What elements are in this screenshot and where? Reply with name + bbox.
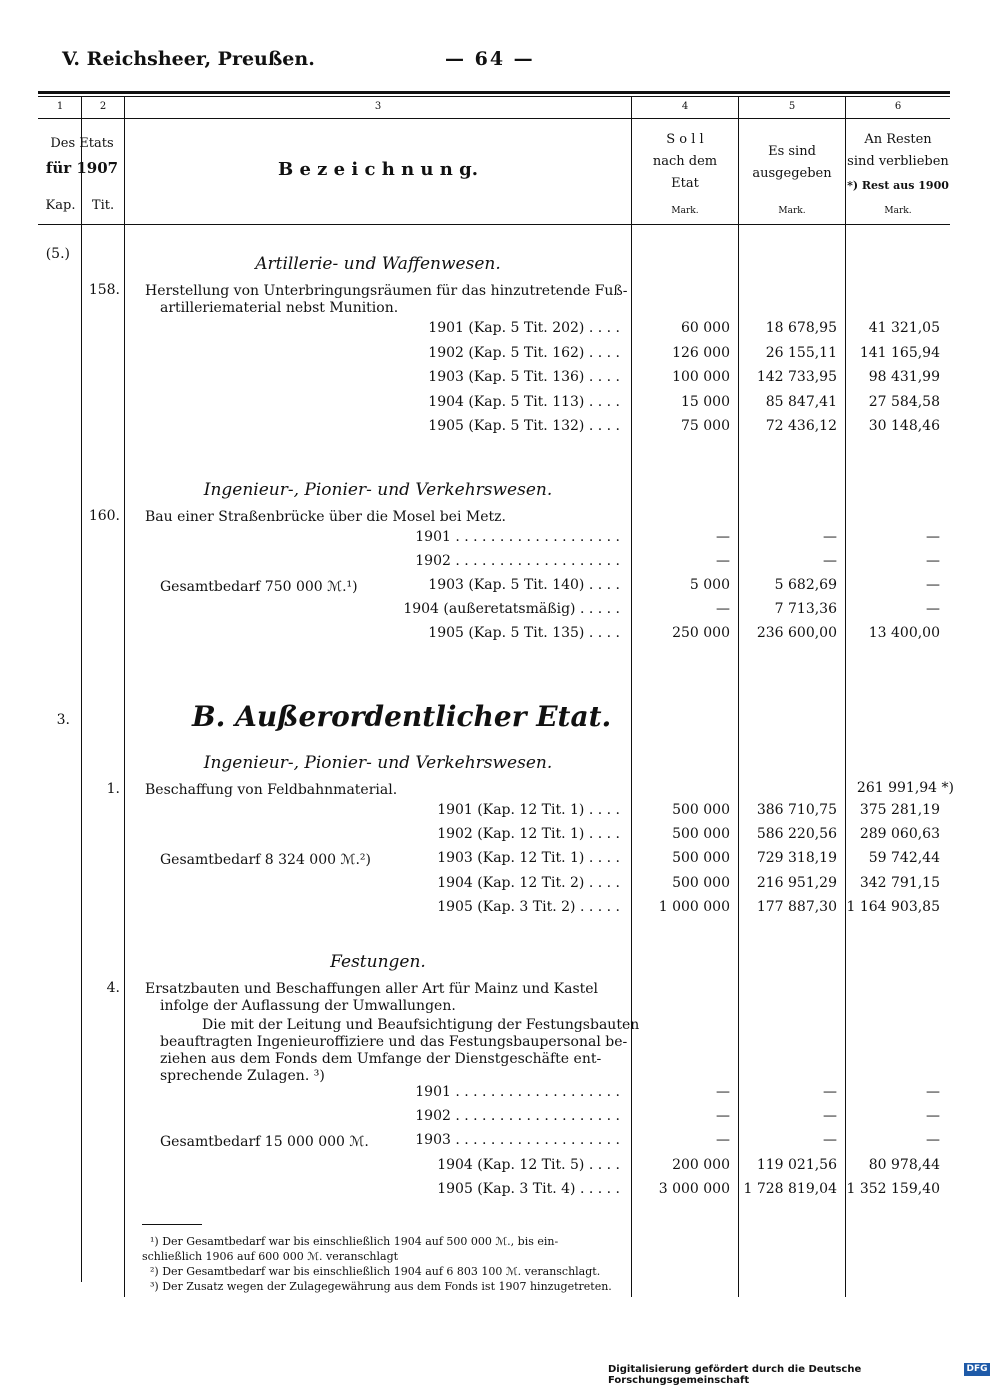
soll-value: —	[716, 1084, 730, 1100]
rest-value: —	[926, 529, 940, 545]
soll-value: 100 000	[672, 369, 730, 385]
soll-value: 75 000	[681, 418, 730, 434]
page-number: — 64 —	[445, 48, 535, 70]
year-label: 1903 (Kap. 5 Tit. 136) . . . .	[428, 369, 620, 385]
soll-value: 15 000	[681, 394, 730, 410]
section-heading: Festungen.	[330, 952, 426, 972]
soll-value: 500 000	[672, 850, 730, 866]
year-label: 1901 (Kap. 5 Tit. 202) . . . .	[428, 320, 620, 336]
tit-number: 1.	[106, 781, 120, 797]
year-label: 1901 . . . . . . . . . . . . . . . . . . .	[415, 529, 620, 545]
unit-mark-5: Mark.	[778, 206, 806, 216]
rest-value: —	[926, 601, 940, 617]
ausgegeben-value: 729 318,19	[756, 850, 837, 866]
ausgegeben-value: 18 678,95	[765, 320, 837, 336]
ausgegeben-value: 216 951,29	[756, 875, 837, 891]
year-label: 1904 (Kap. 12 Tit. 2) . . . .	[437, 875, 620, 891]
year-label: 1902 . . . . . . . . . . . . . . . . . . .	[415, 553, 620, 569]
ausgegeben-value: 5 682,69	[774, 577, 837, 593]
ausgegeben-value: 119 021,56	[756, 1157, 837, 1173]
item-description: sprechende Zulagen. ³)	[160, 1068, 325, 1084]
rest-value: —	[926, 1132, 940, 1148]
soll-value: —	[716, 601, 730, 617]
table-top-rule-thin	[38, 96, 950, 97]
year-label: 1902 . . . . . . . . . . . . . . . . . . .	[415, 1108, 620, 1124]
ausgegeben-value: 72 436,12	[765, 418, 837, 434]
footnote-rule	[142, 1224, 202, 1225]
soll-value: 1 000 000	[658, 899, 730, 915]
ausgegeben-value: —	[823, 553, 837, 569]
year-label: 1904 (außeretatsmäßig) . . . . .	[403, 601, 620, 617]
etat-group-line1: Des Etats	[50, 136, 114, 151]
footnote: ¹) Der Gesamtbedarf war bis einschließlich 1904 auf 500 000 ℳ., bis ein-	[150, 1235, 559, 1248]
soll-value: 250 000	[672, 625, 730, 641]
etat-group-line2: für 1907	[45, 159, 119, 177]
rest-value: —	[926, 577, 940, 593]
running-title: V. Reichsheer, Preußen.	[62, 48, 315, 70]
soll-value: —	[716, 553, 730, 569]
tit-number: 160.	[88, 508, 120, 524]
footnote: ²) Der Gesamtbedarf war bis einschließlich 1904 auf 6 803 100 ℳ. veranschlagt.	[150, 1265, 601, 1278]
ausgegeben-value: 26 155,11	[765, 345, 837, 361]
soll-value: 200 000	[672, 1157, 730, 1173]
part-heading: B. Außerordentlicher Etat.	[192, 700, 612, 733]
soll-value: 126 000	[672, 345, 730, 361]
colnum-3: 3	[374, 101, 382, 112]
digitization-credit: Digitalisierung gefördert durch die Deutsche Forschungsgemeinschaft	[608, 1364, 862, 1386]
ausgegeben-value: —	[823, 1108, 837, 1124]
unit-mark-4: Mark.	[671, 206, 699, 216]
ausgegeben-value: 1 728 819,04	[743, 1181, 837, 1197]
soll-value: 60 000	[681, 320, 730, 336]
year-label: 1905 (Kap. 5 Tit. 132) . . . .	[428, 418, 620, 434]
col-divider-2	[124, 97, 125, 1297]
year-label: 1903 . . . . . . . . . . . . . . . . . . .	[415, 1132, 620, 1148]
rest-value: 289 060,63	[859, 826, 940, 842]
colnum-4: 4	[681, 101, 689, 112]
rest-carryover-value: 261 991,94 *)	[856, 780, 954, 796]
item-description: Bau einer Straßenbrücke über die Mosel bei Metz.	[145, 509, 506, 525]
rest-value: 30 148,46	[868, 418, 940, 434]
soll-value: 3 000 000	[658, 1181, 730, 1197]
colnum-1: 1	[56, 101, 64, 112]
item-description: ziehen aus dem Fonds dem Umfange der Dienstgeschäfte ent-	[160, 1051, 602, 1067]
ausgegeben-value: 177 887,30	[756, 899, 837, 915]
col5-header-1: Es sind	[768, 144, 816, 159]
colnum-2: 2	[99, 101, 107, 112]
ausgegeben-value: —	[823, 1132, 837, 1148]
soll-value: —	[716, 529, 730, 545]
year-label: 1905 (Kap. 3 Tit. 2) . . . . .	[437, 899, 620, 915]
dfg-logo: DFG	[964, 1363, 990, 1376]
year-label: 1902 (Kap. 12 Tit. 1) . . . .	[437, 826, 620, 842]
ausgegeben-value: 7 713,36	[774, 601, 837, 617]
bezeichnung-header: B e z e i c h n u n g.	[277, 159, 478, 180]
tit-header: Tit.	[91, 198, 115, 213]
rest-value: —	[926, 553, 940, 569]
section-heading: Ingenieur-, Pionier- und Verkehrswesen.	[203, 753, 553, 773]
item-description: infolge der Auflassung der Umwallungen.	[160, 998, 456, 1014]
col4-header-3: Etat	[671, 176, 699, 191]
footnote: schließlich 1906 auf 600 000 ℳ. veranschlagt	[142, 1250, 399, 1263]
soll-value: 500 000	[672, 826, 730, 842]
gesamtbedarf-note: Gesamtbedarf 750 000 ℳ.¹)	[160, 579, 358, 595]
tit-number: 4.	[106, 980, 120, 996]
col6-header-1: An Resten	[864, 132, 932, 147]
colnum-rule	[38, 118, 950, 119]
year-label: 1905 (Kap. 3 Tit. 4) . . . . .	[437, 1181, 620, 1197]
col6-header-2: sind verblieben	[847, 154, 949, 169]
col4-header-2: nach dem	[652, 154, 718, 169]
col-divider-4	[738, 97, 739, 1297]
item-description: Herstellung von Unterbringungsräumen für das hinzutretende Fuß-	[145, 283, 628, 299]
gesamtbedarf-note: Gesamtbedarf 8 324 000 ℳ.²)	[160, 852, 371, 868]
kap-number: (5.)	[45, 246, 70, 262]
item-description: Beschaffung von Feldbahnmaterial.	[145, 782, 398, 798]
rest-value: 13 400,00	[868, 625, 940, 641]
col-divider-3	[631, 97, 632, 1297]
rest-value: —	[926, 1084, 940, 1100]
gesamtbedarf-note: Gesamtbedarf 15 000 000 ℳ.	[160, 1134, 369, 1150]
year-label: 1904 (Kap. 12 Tit. 5) . . . .	[437, 1157, 620, 1173]
rest-value: 342 791,15	[859, 875, 940, 891]
ausgegeben-value: 386 710,75	[756, 802, 837, 818]
footnote: ³) Der Zusatz wegen der Zulagegewährung aus dem Fonds ist 1907 hinzugetreten.	[150, 1280, 612, 1293]
ausgegeben-value: —	[823, 529, 837, 545]
rest-value: 98 431,99	[868, 369, 940, 385]
ausgegeben-value: 142 733,95	[756, 369, 837, 385]
year-label: 1902 (Kap. 5 Tit. 162) . . . .	[428, 345, 620, 361]
item-description: beauftragten Ingenieuroffiziere und das Festungsbaupersonal be-	[160, 1034, 628, 1050]
unit-mark-6: Mark.	[884, 206, 912, 216]
kap-number: 3.	[56, 712, 70, 728]
item-description: Ersatzbauten und Beschaffungen aller Art für Mainz und Kastel	[145, 981, 599, 997]
year-label: 1903 (Kap. 5 Tit. 140) . . . .	[428, 577, 620, 593]
soll-value: 500 000	[672, 802, 730, 818]
col6-header-3: *) Rest aus 1900	[847, 179, 949, 192]
soll-value: 5 000	[689, 577, 730, 593]
soll-value: —	[716, 1108, 730, 1124]
col-divider-1	[81, 97, 82, 1282]
rest-value: 1 352 159,40	[846, 1181, 940, 1197]
colnum-6: 6	[894, 101, 902, 112]
rest-value: 41 321,05	[868, 320, 940, 336]
item-description: artilleriematerial nebst Munition.	[160, 300, 399, 316]
year-label: 1904 (Kap. 5 Tit. 113) . . . .	[428, 394, 620, 410]
rest-value: 375 281,19	[859, 802, 940, 818]
year-label: 1901 . . . . . . . . . . . . . . . . . . .	[415, 1084, 620, 1100]
header-bottom-rule	[38, 224, 950, 225]
rest-value: 59 742,44	[868, 850, 940, 866]
section-heading: Ingenieur-, Pionier- und Verkehrswesen.	[203, 480, 553, 500]
colnum-5: 5	[788, 101, 796, 112]
col4-header-1: S o l l	[666, 132, 704, 147]
section-heading: Artillerie- und Waffenwesen.	[255, 254, 501, 274]
item-description: Die mit der Leitung und Beaufsichtigung der Festungsbauten	[202, 1017, 640, 1033]
year-label: 1905 (Kap. 5 Tit. 135) . . . .	[428, 625, 620, 641]
col5-header-2: ausgegeben	[752, 166, 832, 181]
year-label: 1901 (Kap. 12 Tit. 1) . . . .	[437, 802, 620, 818]
ausgegeben-value: 85 847,41	[765, 394, 837, 410]
soll-value: —	[716, 1132, 730, 1148]
rest-value: 27 584,58	[868, 394, 940, 410]
rest-value: —	[926, 1108, 940, 1124]
ausgegeben-value: 586 220,56	[756, 826, 837, 842]
tit-number: 158.	[88, 282, 120, 298]
table-top-rule	[38, 91, 950, 94]
soll-value: 500 000	[672, 875, 730, 891]
rest-value: 80 978,44	[868, 1157, 940, 1173]
ausgegeben-value: 236 600,00	[756, 625, 837, 641]
kap-header: Kap.	[45, 198, 76, 213]
year-label: 1903 (Kap. 12 Tit. 1) . . . .	[437, 850, 620, 866]
ausgegeben-value: —	[823, 1084, 837, 1100]
rest-value: 1 164 903,85	[846, 899, 940, 915]
rest-value: 141 165,94	[859, 345, 940, 361]
